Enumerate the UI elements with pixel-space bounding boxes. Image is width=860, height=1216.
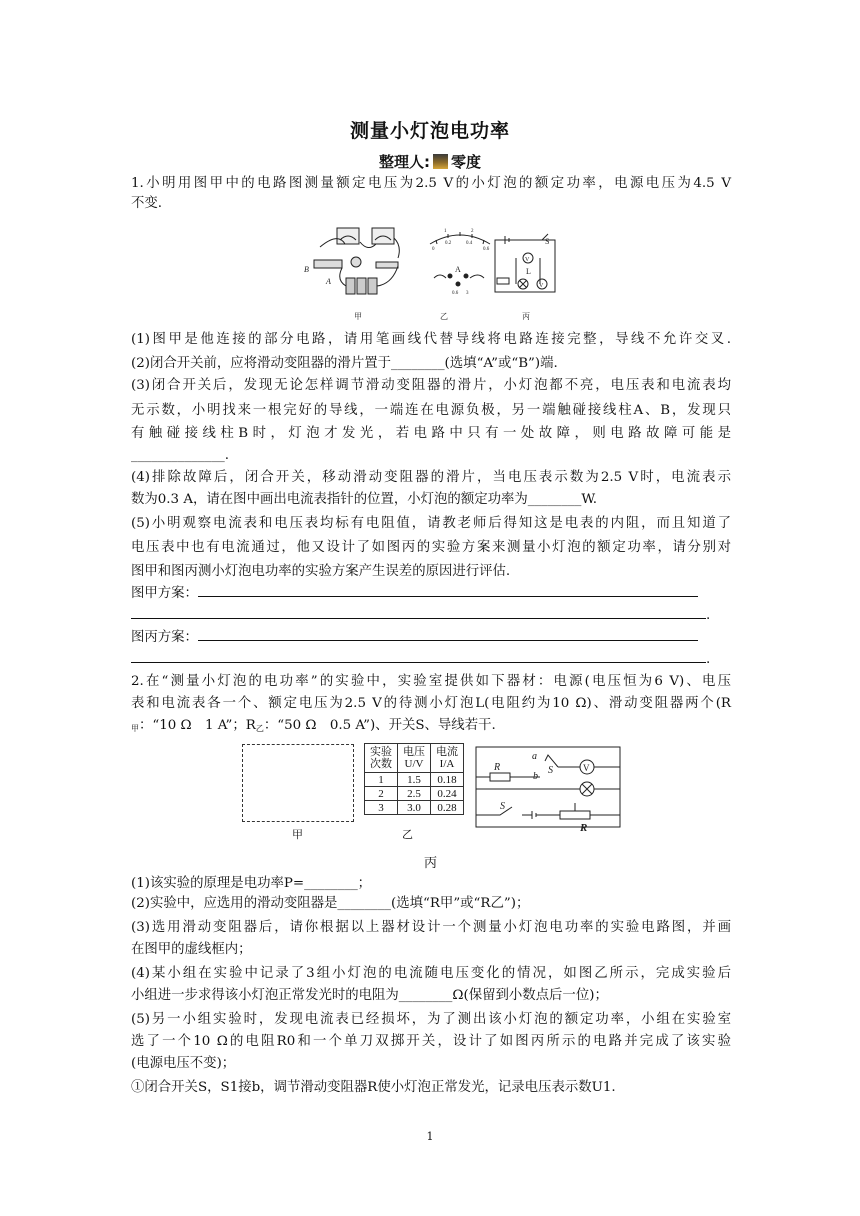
tick-04: 0.4 <box>466 241 473 246</box>
q1-part-3-line-2: 无示数，小明找来一根完好的导线，一端连在电源负极，另一端触碰接线柱A、B，发现只 <box>131 403 731 418</box>
q2-data-table <box>364 743 464 815</box>
q2-part-3-line-1: (3)选用滑动变阻器后，请你根据以上器材设计一个测量小灯泡电功率的实验电路图，并画 <box>131 920 731 935</box>
tick-0: 0 <box>432 247 435 252</box>
table-row <box>365 787 464 801</box>
label-s1: S <box>548 765 553 776</box>
label-terminal-a: A <box>326 277 331 286</box>
q1-plan-jia-blank-2[interactable] <box>131 618 706 619</box>
author-name: 零度 <box>450 153 481 171</box>
q2-part-4-line-2: 小组进一步求得该小灯泡正常发光时的电阻为________Ω(保留到小数点后一位)； <box>131 988 608 1003</box>
table-header-cell: 电压U/V <box>398 744 431 773</box>
battery-2 <box>357 278 366 294</box>
caption-bing: 丙 <box>522 312 530 321</box>
q2-part-2: (2)实验中，应选用的滑动变阻器是________(选填“R甲”或“R乙”)； <box>131 896 530 911</box>
q1-part-1: (1)图甲是他连接的部分电路，请用笔画线代替导线将电路连接完整，导线不允许交叉. <box>131 332 731 347</box>
table-cell: 1.5 <box>398 773 431 787</box>
q2-part-6: ①闭合开关S，S1接b，调节滑动变阻器R使小灯泡正常发光，记录电压表示数U1. <box>131 1080 616 1095</box>
q2-stem-text-b: ：“10 Ω 1 A”；R <box>139 718 256 733</box>
table-row <box>365 801 464 815</box>
table-row <box>365 773 464 787</box>
q1-part-5-line-3: 图甲和图丙测小灯泡电功率的实验方案产生误差的原因进行评估. <box>131 564 511 579</box>
q2-stem-text-d: ：“50 Ω 0.5 A”)、开关S、导线若干. <box>263 718 496 733</box>
q2-dashed-drawing-box[interactable] <box>242 744 354 822</box>
q1-part-4-line-2: 数为0.3 A，请在图中画出电流表指针的位置，小灯泡的额定功率为________W. <box>131 492 598 507</box>
q1-plan-bing-blank-2[interactable] <box>131 662 706 663</box>
q2-part-4-line-1: (4)某小组在实验中记录了3组小灯泡的电流随电压变化的情况，如图乙所示，完成实验后 <box>131 966 731 981</box>
q1-stem-line-1: 1.小明用图甲中的电路图测量额定电压为2.5 V的小灯泡的额定功率，电源电压为4.5 V <box>131 176 731 191</box>
label-lamp-l: L <box>526 267 531 276</box>
q1-plan-jia-blank[interactable] <box>198 596 698 597</box>
page-title: 测量小灯泡电功率 <box>349 120 510 142</box>
label-switch-s: S <box>545 237 550 246</box>
table-cell: 0.18 <box>431 773 464 787</box>
tick-02: 0.2 <box>445 241 452 246</box>
q1-part-2: (2)闭合开关前，应将滑动变阻器的滑片置于________(选填“A”或“B”)端. <box>131 356 558 371</box>
tick-top-1: 1 <box>444 229 447 234</box>
q1-plan-bing-row <box>131 628 731 647</box>
q2-circuit-diagram <box>470 743 630 833</box>
bulb-device <box>351 257 361 267</box>
terminal-3: 3 <box>466 291 469 296</box>
q2-stem-line-1: 2.在“测量小灯泡的电功率”的实验中，实验室提供如下器材：电源(电压恒为6 V)、电压 <box>131 674 731 689</box>
label-s: S <box>500 801 505 812</box>
table-cell: 1 <box>365 773 398 787</box>
caption-jia: 甲 <box>354 312 362 321</box>
author-line <box>0 151 860 172</box>
q1-part-5-line-2: 电压表中也有电流通过，他又设计了如图丙的实验方案来测量小灯泡的额定功率，请分别对 <box>131 540 731 555</box>
label-b: b <box>533 771 538 782</box>
rheostat-symbol <box>560 811 590 819</box>
rheostat-symbol <box>497 278 509 284</box>
q1-plan-jia-label: 图甲方案： <box>131 586 198 601</box>
terminal-06: 0.6 <box>452 291 459 296</box>
label-v: V <box>583 763 590 773</box>
tick-top-2: 2 <box>471 229 474 234</box>
table-cell: 0.24 <box>431 787 464 801</box>
label-meter-v: V <box>539 283 544 289</box>
q2-part-3-line-2: 在图甲的虚线框内； <box>131 942 252 957</box>
label-a: a <box>532 751 537 762</box>
label-voltmeter-v: V <box>525 257 530 263</box>
q1-part-3-line-1: (3)闭合开关后，发现无论怎样调节滑动变阻器的滑片，小灯泡都不亮，电压表和电流表均 <box>131 378 731 393</box>
table-header-cell: 电流I/A <box>431 744 464 773</box>
q2-stem-line-2: 表和电流表各一个、额定电压为2.5 V的待测小灯泡L(电阻约为10 Ω)、滑动变阻器两个(R <box>131 696 731 711</box>
q1-part-4-line-1: (4)排除故障后，闭合开关，移动滑动变阻器的滑片，当电压表示数为2.5 V时，电流表示 <box>131 470 731 485</box>
label-r: R <box>580 822 588 833</box>
q2-part-5-line-3: (电源电压不变)； <box>131 1056 236 1071</box>
q1-part-3-line-3: 有触碰接线柱B时，灯泡才发光，若电路中只有一处故障，则电路故障可能是 <box>131 426 731 441</box>
q1-stem-line-2: 不变. <box>131 196 163 211</box>
q2-stem-sub-yi: 乙 <box>255 724 264 733</box>
q1-part-3-line-4: ______________. <box>131 448 229 463</box>
meter-dial-arc <box>430 235 490 244</box>
table-header-row <box>365 744 464 773</box>
q2-caption-yi: 乙 <box>402 828 413 841</box>
q2-part-5-line-2: 选了一个10 Ω的电阻R0和一个单刀双掷开关，设计了如图丙所示的电路并完成了该实验 <box>131 1034 731 1049</box>
caption-yi: 乙 <box>440 312 448 321</box>
author-label: 整理人: <box>378 153 430 171</box>
table-cell: 3 <box>365 801 398 815</box>
q1-figure <box>290 222 580 322</box>
q2-stem-sub-jia: 甲 <box>131 724 139 733</box>
battery-1 <box>346 278 355 294</box>
q2-caption-bing: 丙 <box>424 856 438 871</box>
rheostat-device <box>314 260 342 268</box>
battery-3 <box>368 278 377 294</box>
q1-plan-bing-blank[interactable] <box>198 640 698 641</box>
q1-part-5-line-1: (5)小明观察电流表和电压表均标有电阻值，请教老师后得知这是电表的内阻，而且知道了 <box>131 516 731 531</box>
table-cell: 3.0 <box>398 801 431 815</box>
q2-stem-line-3 <box>131 716 731 738</box>
table-header-cell: 实验次数 <box>365 744 398 773</box>
q2-caption-jia: 甲 <box>292 828 303 841</box>
page-number: 1 <box>426 1130 434 1143</box>
label-terminal-b: B <box>304 265 309 274</box>
meter-a-label: A <box>455 265 461 274</box>
q2-part-1: (1)该实验的原理是电功率P=________； <box>131 876 372 891</box>
q1-plan-bing-label: 图丙方案： <box>131 630 198 645</box>
table-cell: 2.5 <box>398 787 431 801</box>
label-r0: R <box>494 762 501 773</box>
author-avatar <box>433 154 448 169</box>
q2-part-5-line-1: (5)另一小组实验时，发现电流表已经损坏，为了测出该小灯泡的额定功率，小组在实验室 <box>131 1012 731 1027</box>
r0-resistor <box>490 773 510 781</box>
tick-06: 0.6 <box>483 247 490 252</box>
q1-plan-jia-row <box>131 584 731 603</box>
table-cell: 0.28 <box>431 801 464 815</box>
table-cell: 2 <box>365 787 398 801</box>
q1-plan-bing-row-2: . <box>131 650 731 669</box>
q1-plan-jia-row-2: . <box>131 606 731 625</box>
switch-device <box>376 262 398 268</box>
